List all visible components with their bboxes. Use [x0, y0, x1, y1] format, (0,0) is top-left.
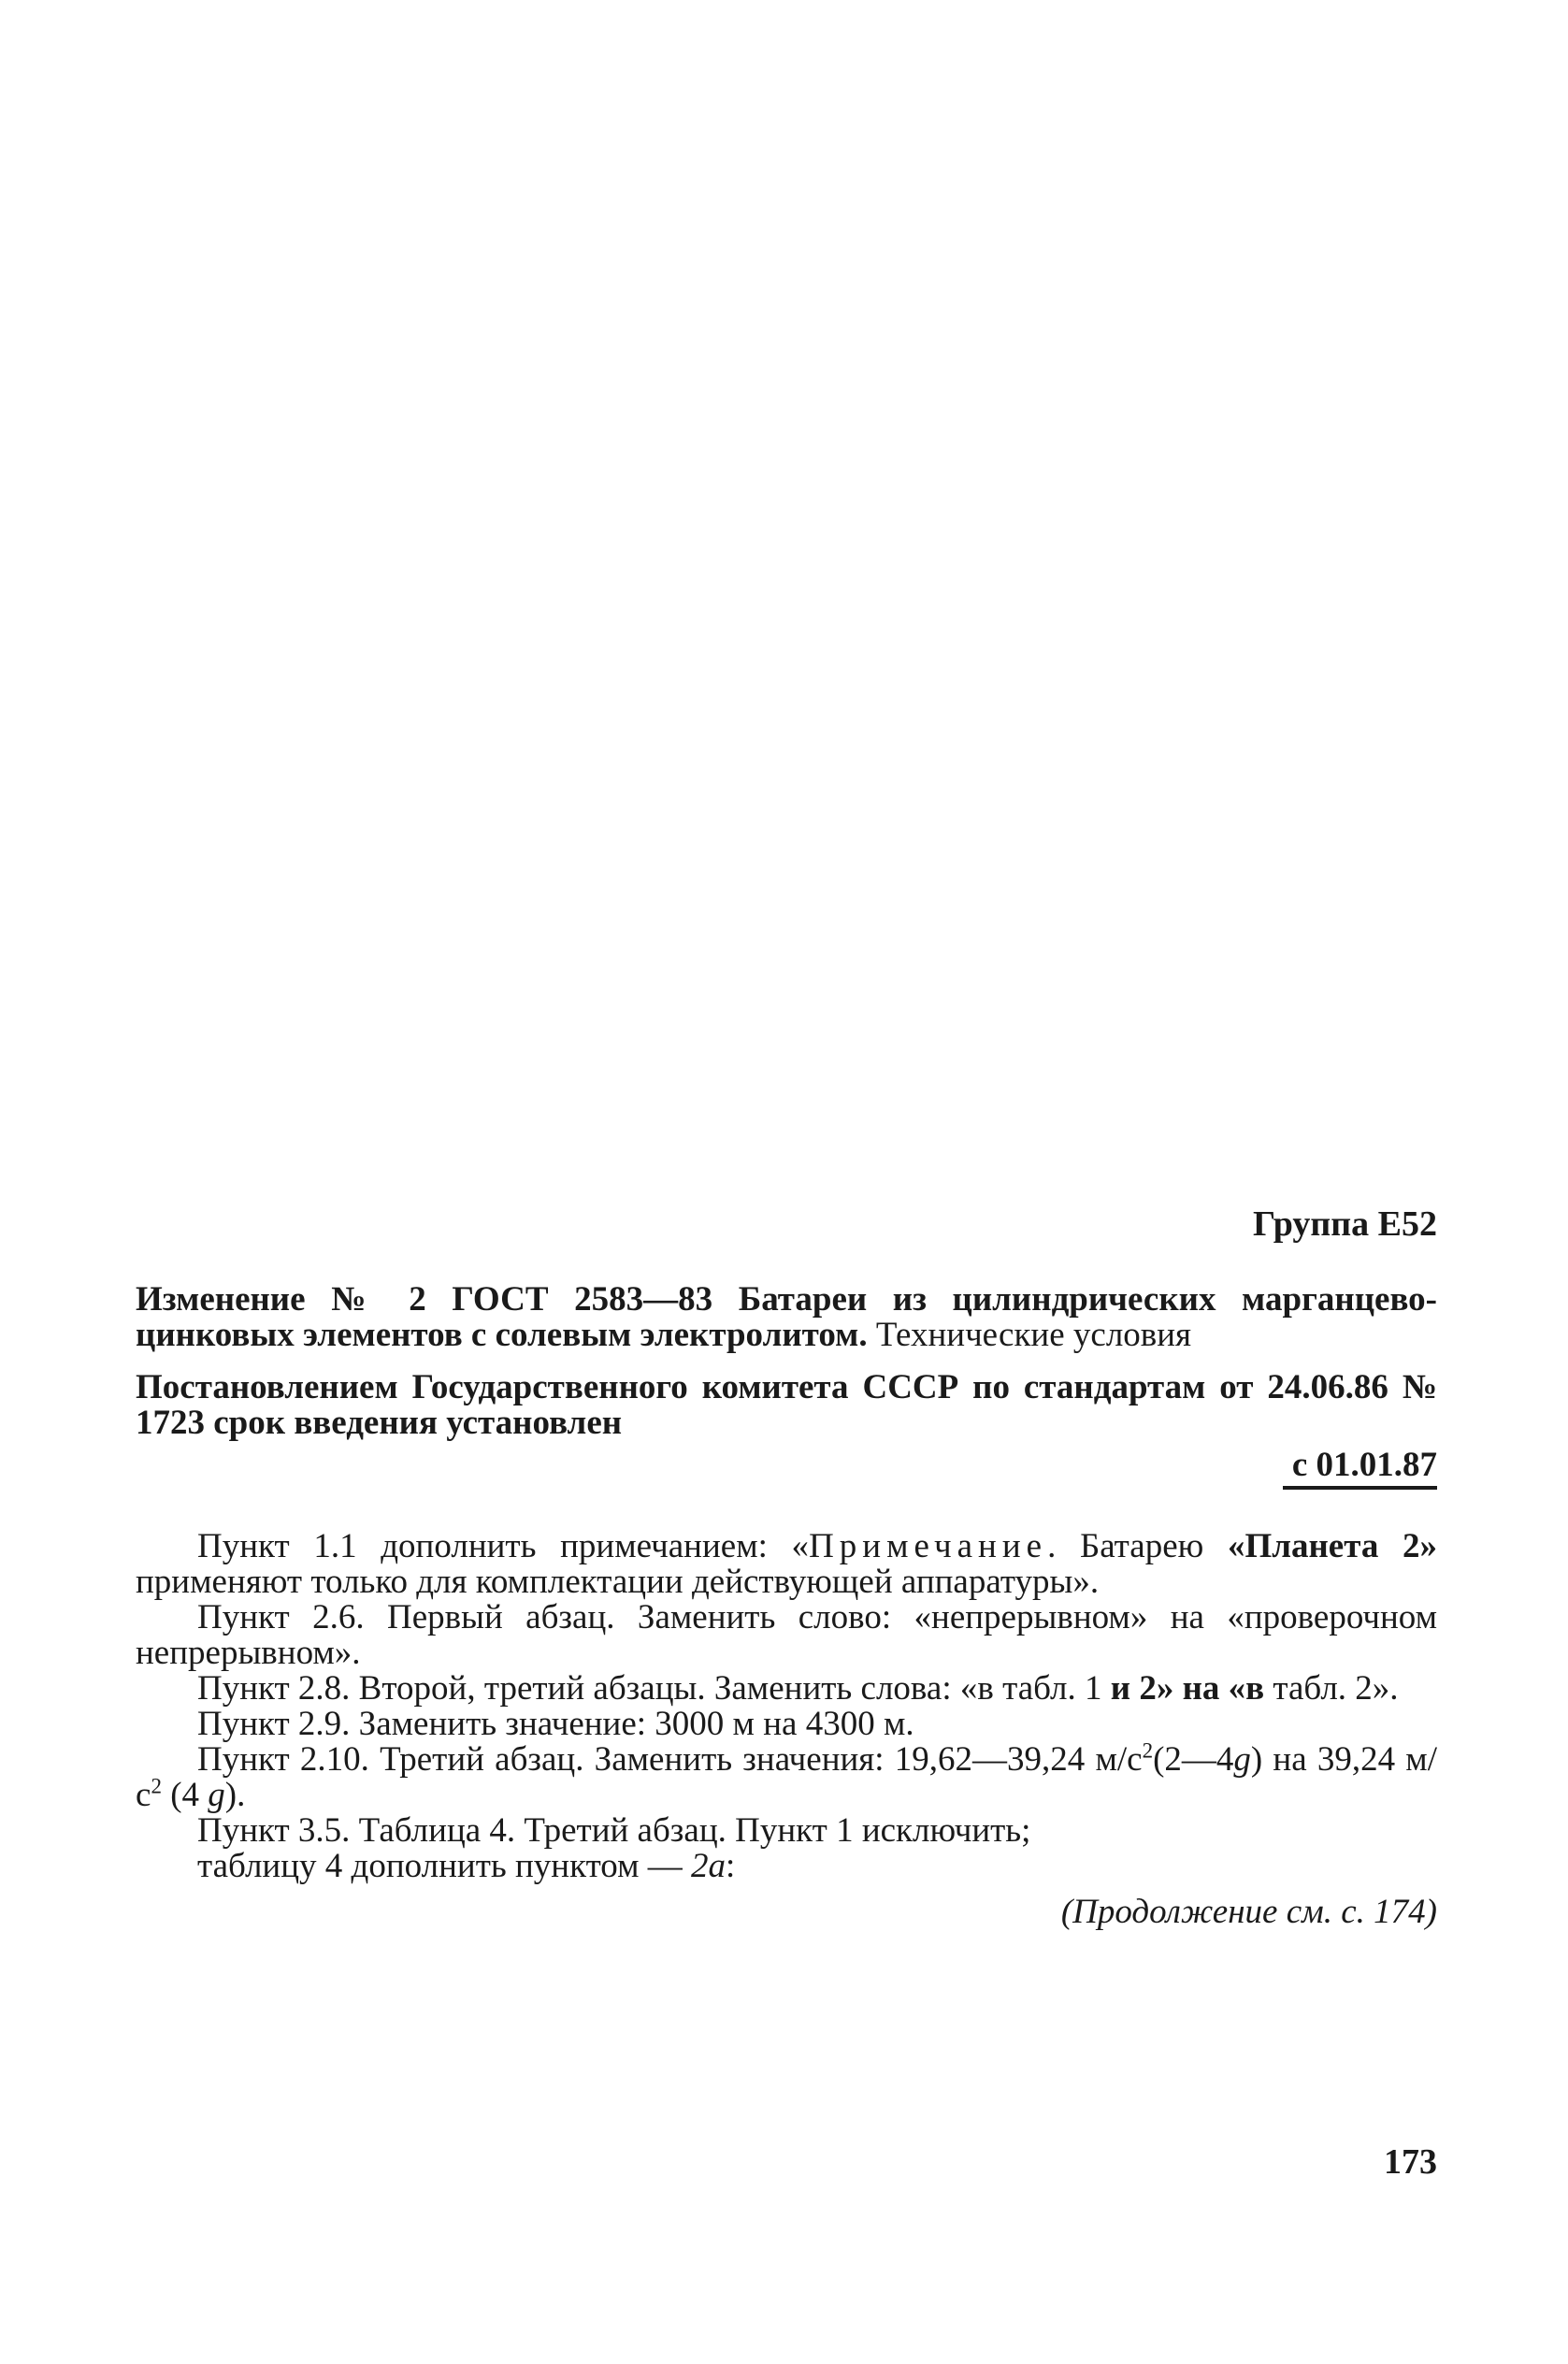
paragraph-2-6: Пункт 2.6. Первый абзац. Заменить слово: «непрерывном» на «проверочном непрерывном».: [136, 1598, 1437, 1672]
p7-item-2a: 2а: [691, 1847, 726, 1885]
p1-text-c: применяют только для комплектации действующей аппаратуры».: [136, 1563, 1100, 1601]
p5-g-2: g: [208, 1776, 225, 1814]
group-label: Группа Е52: [1252, 1204, 1437, 1244]
page-number: 173: [1384, 2142, 1437, 2182]
p5-g-1: g: [1233, 1740, 1251, 1779]
paragraph-2-8: [136, 1671, 1437, 1707]
effective-date-wrap: [136, 1445, 1437, 1490]
p1-text-a: Пункт 1.1 дополнить примечанием: «: [197, 1527, 810, 1565]
p1-text-b: . Батарею: [1047, 1527, 1228, 1565]
p3-text-a: Пункт 2.8. Второй, третий абзацы. Заменить слова: «в табл. 1: [197, 1669, 1111, 1708]
p5-sup-1: 2: [1142, 1738, 1154, 1763]
amendment-body: [136, 1529, 1437, 1884]
p1-battery-name: «Планета 2»: [1227, 1527, 1437, 1565]
p3-text-b: табл. 2».: [1264, 1669, 1399, 1708]
paragraph-1-1: [136, 1529, 1437, 1600]
paragraph-2-9: Пункт 2.9. Заменить значение: 3000 м на 4300 м.: [197, 1705, 914, 1743]
p5-text-d: (4: [161, 1776, 209, 1814]
p1-note-word: Примечание: [809, 1527, 1048, 1565]
p5-sup-2: 2: [151, 1774, 162, 1798]
decree-text: Постановлением Государственного комитета СССР по стандартам от 24.06.86 № 1723 срок введения установлен: [136, 1368, 1437, 1442]
document-content: [136, 1202, 1437, 1933]
amendment-title: Изменение № 2 ГОСТ 2583—83 Батареи из цилиндрических марганцево-цинковых элементов с солевым электролитом.: [136, 1280, 1437, 1354]
amendment-subtitle: Технические условия: [875, 1316, 1192, 1354]
amendment-heading: [136, 1282, 1437, 1353]
paragraph-2-10: [136, 1738, 1437, 1814]
p5-text-a: Пункт 2.10. Третий абзац. Заменить значения: 19,62—39,24 м/с: [197, 1740, 1143, 1779]
paragraph-3-5: Пункт 3.5. Таблица 4. Третий абзац. Пункт 1 исключить;: [197, 1811, 1031, 1850]
paragraph-table-4: [136, 1849, 1437, 1884]
continuation-note: (Продолжение см. с. 174): [1060, 1893, 1437, 1931]
p5-text-e: ).: [224, 1776, 246, 1814]
p5-text-b: (2—4: [1153, 1740, 1234, 1779]
effective-date: с 01.01.87: [1283, 1445, 1437, 1490]
p7-text-a: таблицу 4 дополнить пунктом —: [197, 1847, 691, 1885]
p3-bold-text: и 2» на «в: [1110, 1669, 1265, 1708]
p7-text-b: :: [726, 1847, 736, 1885]
p5-text-c: ) на 39,24 м/с: [136, 1740, 1437, 1814]
